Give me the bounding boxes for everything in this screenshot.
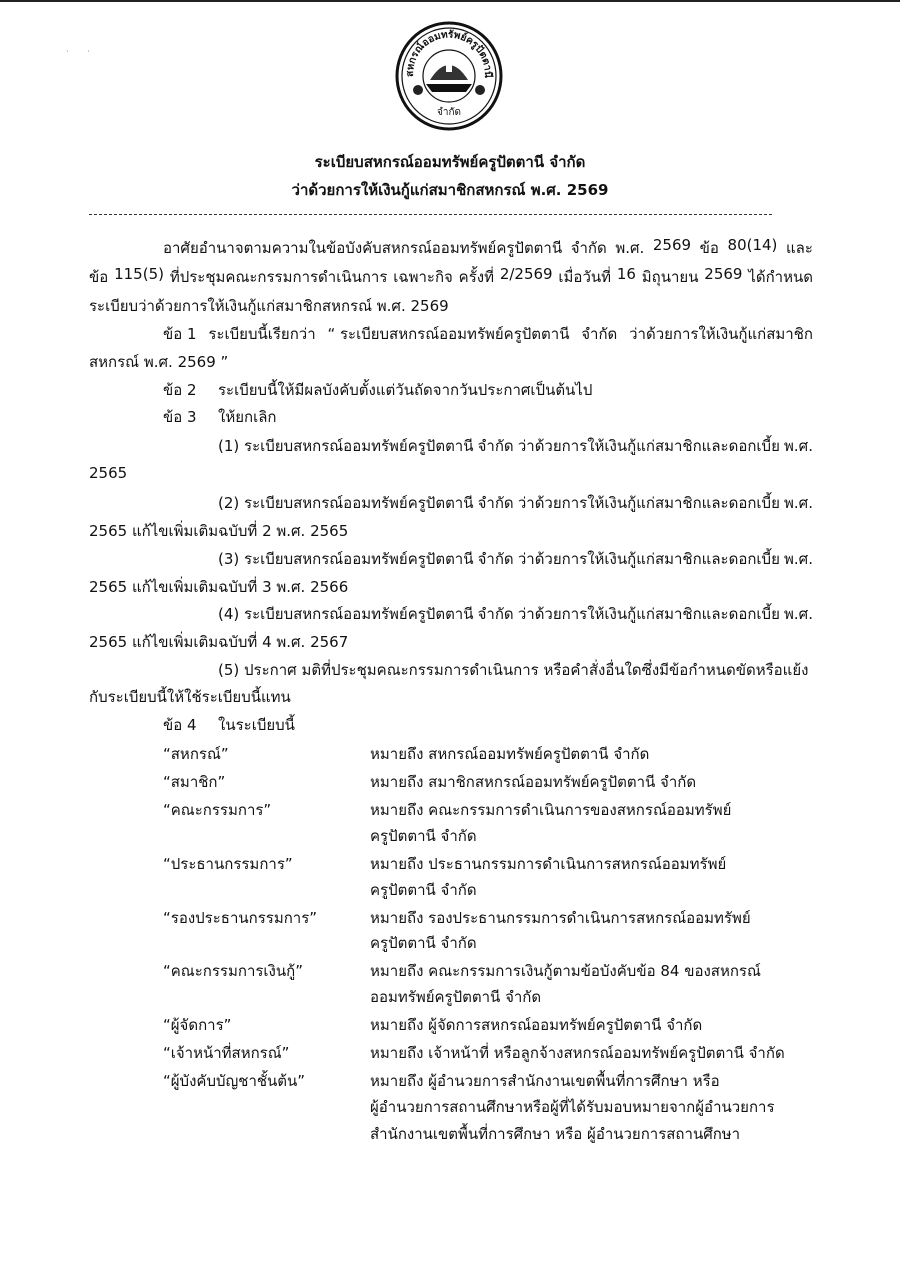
scan-specks: · · [66,47,98,56]
seal-arc-text: สหกรณ์ออมทรัพย์ครูปัตตานี [404,29,494,78]
preamble-line-2: ข้อ 115(5) ที่ประชุมคณะกรรมการดำเนินการ เฉพาะกิจ ครั้งที่ 2/2569 เมื่อวันที่ 16 มิถุนายน 2569 ได้กำหนด [89,265,813,286]
article-2-number: ข้อ 2 [163,381,197,399]
definition-line: สำนักงานเขตพื้นที่การศึกษา หรือ ผู้อำนวยการสถานศึกษา [370,1125,741,1143]
definition-term: “เจ้าหน้าที่สหกรณ์” [163,1044,290,1062]
top-border-line [0,0,900,2]
document-subtitle: ว่าด้วยการให้เงินกู้แก่สมาชิกสหกรณ์ พ.ศ. 2569 [291,181,609,199]
article-2-text: ระเบียบนี้ให้มีผลบังคับตั้งแต่วันถัดจากวันประกาศเป็นต้นไป [218,381,593,399]
repeal-item-1-line-1: (1) ระเบียบสหกรณ์ออมทรัพย์ครูปัตตานี จำกัด ว่าด้วยการให้เงินกู้แก่สมาชิกและดอกเบี้ย พ.ศ. [218,437,813,455]
definition-line: ออมทรัพย์ครูปัตตานี จำกัด [370,988,542,1006]
article-1-line-1: ข้อ 1 ระเบียบนี้เรียกว่า “ ระเบียบสหกรณ์ออมทรัพย์ครูปัตตานี จำกัด ว่าด้วยการให้เงินกู้แก่สมาชิก [163,325,813,343]
repeal-item-4-line-1: (4) ระเบียบสหกรณ์ออมทรัพย์ครูปัตตานี จำกัด ว่าด้วยการให้เงินกู้แก่สมาชิกและดอกเบี้ย พ.ศ. [218,605,813,623]
article-4-number: ข้อ 4 [163,716,197,734]
cooperative-seal-logo [394,20,504,132]
definition-line: หมายถึง คณะกรรมการเงินกู้ตามข้อบังคับข้อ 84 ของสหกรณ์ [370,962,761,980]
definition-line: ผู้อำนวยการสถานศึกษาหรือผู้ที่ได้รับมอบหมายจากผู้อำนวยการ [370,1098,775,1116]
definition-term: “คณะกรรมการ” [163,801,272,819]
seal-bottom-text: จำกัด [436,107,462,118]
preamble-line-3: ระเบียบว่าด้วยการให้เงินกู้แก่สมาชิกสหกรณ์ พ.ศ. 2569 [89,297,449,315]
repeal-item-2-line-1: (2) ระเบียบสหกรณ์ออมทรัพย์ครูปัตตานี จำกัด ว่าด้วยการให้เงินกู้แก่สมาชิกและดอกเบี้ย พ.ศ. [218,494,813,512]
repeal-item-5-line-1: (5) ประกาศ มติที่ประชุมคณะกรรมการดำเนินการ หรือคำสั่งอื่นใดซึ่งมีข้อกำหนดขัดหรือแย้ง [218,661,809,679]
definition-term: “ประธานกรรมการ” [163,855,293,873]
definition-term: “สหกรณ์” [163,745,229,763]
definition-line: หมายถึง ผู้จัดการสหกรณ์ออมทรัพย์ครูปัตตานี จำกัด [370,1016,703,1034]
repeal-item-4-line-2: 2565 แก้ไขเพิ่มเติมฉบับที่ 4 พ.ศ. 2567 [89,633,349,651]
definition-term: “รองประธานกรรมการ” [163,909,318,927]
repeal-item-2-line-2: 2565 แก้ไขเพิ่มเติมฉบับที่ 2 พ.ศ. 2565 [89,522,349,540]
definition-term: “สมาชิก” [163,773,226,791]
repeal-item-3-line-2: 2565 แก้ไขเพิ่มเติมฉบับที่ 3 พ.ศ. 2566 [89,578,349,596]
definition-line: หมายถึง สมาชิกสหกรณ์ออมทรัพย์ครูปัตตานี จำกัด [370,773,697,791]
definition-line: ครูปัตตานี จำกัด [370,934,477,952]
dashed-separator [89,214,772,215]
definition-term: “ผู้จัดการ” [163,1016,232,1034]
definition-term: “คณะกรรมการเงินกู้” [163,962,303,980]
article-3-text: ให้ยกเลิก [218,408,277,426]
preamble-line-1: อาศัยอำนาจตามความในข้อบังคับสหกรณ์ออมทรัพย์ครูปัตตานี จำกัด พ.ศ. 2569 ข้อ 80(14) และ [163,236,813,257]
article-1-line-2: สหกรณ์ พ.ศ. 2569 ” [89,353,229,371]
definition-line: ครูปัตตานี จำกัด [370,881,477,899]
definition-line: หมายถึง ผู้อำนวยการสำนักงานเขตพื้นที่การศึกษา หรือ [370,1072,720,1090]
article-3-number: ข้อ 3 [163,408,197,426]
definition-term: “ผู้บังคับบัญชาชั้นต้น” [163,1072,306,1090]
definition-line: หมายถึง สหกรณ์ออมทรัพย์ครูปัตตานี จำกัด [370,745,650,763]
definition-line: หมายถึง คณะกรรมการดำเนินการของสหกรณ์ออมทรัพย์ [370,801,732,819]
article-4-text: ในระเบียบนี้ [218,716,295,734]
repeal-item-1-line-2: 2565 [89,464,128,482]
definition-line: ครูปัตตานี จำกัด [370,827,477,845]
repeal-item-3-line-1: (3) ระเบียบสหกรณ์ออมทรัพย์ครูปัตตานี จำกัด ว่าด้วยการให้เงินกู้แก่สมาชิกและดอกเบี้ย พ.ศ. [218,550,813,568]
document-title: ระเบียบสหกรณ์ออมทรัพย์ครูปัตตานี จำกัด [314,153,586,171]
definition-line: หมายถึง เจ้าหน้าที่ หรือลูกจ้างสหกรณ์ออมทรัพย์ครูปัตตานี จำกัด [370,1044,785,1062]
repeal-item-5-line-2: กับระเบียบนี้ให้ใช้ระเบียบนี้แทน [89,688,291,706]
definition-line: หมายถึง ประธานกรรมการดำเนินการสหกรณ์ออมทรัพย์ [370,855,727,873]
definition-line: หมายถึง รองประธานกรรมการดำเนินการสหกรณ์ออมทรัพย์ [370,909,751,927]
